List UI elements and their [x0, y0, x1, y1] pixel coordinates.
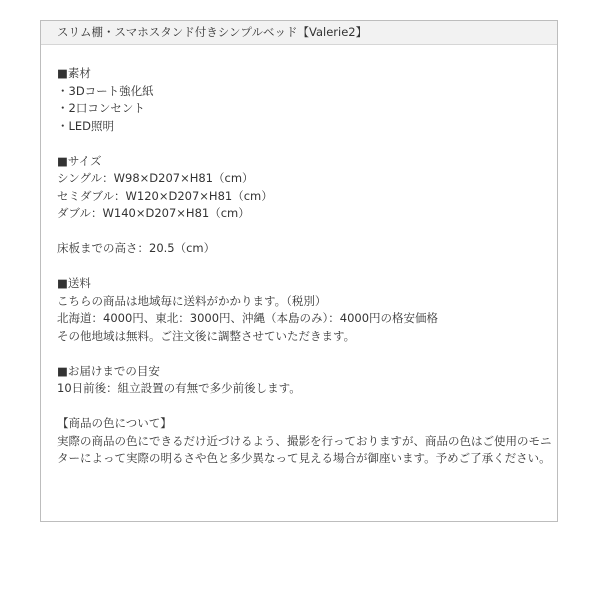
delivery-heading: ■お届けまでの目安: [57, 363, 160, 378]
product-details: [57, 65, 553, 485]
color-note-text: 実際の商品の色にできるだけ近づけるよう、撮影を行っておりますが、商品の色はご使用のモニターによって実際の明るさや色と多少異なって見える場合が御座います。予めご了承ください。: [57, 433, 552, 465]
size-heading: ■サイズ: [57, 153, 102, 168]
color-note-heading: 【商品の色について】: [57, 416, 172, 430]
material-section: [57, 65, 553, 135]
shipping-text: こちらの商品は地域毎に送料がかかります。（税別）: [57, 293, 327, 308]
material-item: ・LED照明: [57, 118, 115, 133]
delivery-section: [57, 363, 553, 398]
product-title: スリム棚・スマホスタンド付きシンプルベッド【Valerie2】: [41, 21, 557, 45]
material-item: ・3Dコート強化紙: [57, 83, 154, 98]
size-item: セミダブル：W120×D207×H81（cm）: [57, 188, 273, 203]
floor-height-section: [57, 240, 553, 258]
floor-height-text: 床板までの高さ：20.5（cm）: [57, 241, 216, 255]
size-section: [57, 153, 553, 223]
material-item: ・2口コンセント: [57, 101, 145, 115]
delivery-text: 10日前後：組立設置の有無で多少前後します。: [57, 381, 301, 395]
shipping-section: [57, 275, 553, 345]
size-item: ダブル：W140×D207×H81（cm）: [57, 206, 250, 220]
shipping-heading: ■送料: [57, 276, 91, 290]
shipping-text: その他地域は無料。ご注文後に調整させていただきます。: [57, 328, 356, 343]
product-info-panel: [40, 20, 558, 522]
size-item: シングル：W98×D207×H81（cm）: [57, 171, 254, 185]
material-heading: ■素材: [57, 66, 91, 80]
shipping-text: 北海道：4000円、東北：3000円、沖縄（本島のみ）：4000円の格安価格: [57, 311, 439, 325]
color-note-section: [57, 415, 553, 468]
